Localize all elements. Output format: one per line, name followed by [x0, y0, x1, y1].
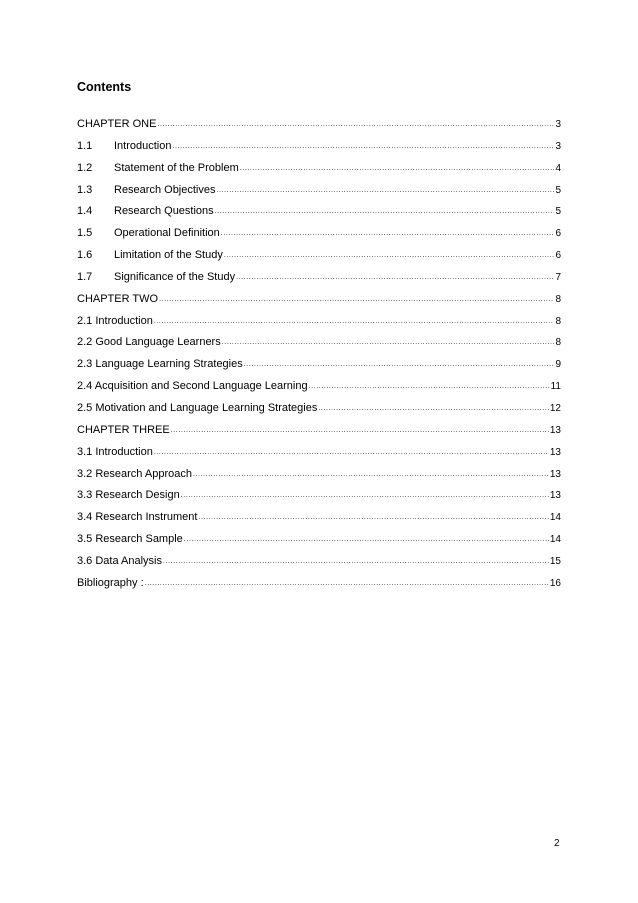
toc-entry-page: 4	[555, 162, 561, 174]
toc-entry-label: CHAPTER ONE	[77, 118, 157, 130]
toc-entry-label: 2.3 Language Learning Strategies	[77, 358, 243, 371]
toc-entry-label: Operational Definition	[114, 227, 220, 240]
toc-entry-label: 2.1 Introduction	[77, 314, 153, 327]
toc-entry-label: Bibliography :	[77, 576, 144, 589]
table-of-contents	[77, 116, 561, 597]
toc-entry-label: CHAPTER TWO	[77, 292, 159, 305]
toc-entry-page: 13	[549, 468, 561, 480]
toc-entry[interactable]	[77, 313, 561, 335]
toc-dot-leader	[157, 117, 554, 133]
toc-entry[interactable]	[77, 466, 561, 488]
toc-dot-leader	[244, 357, 555, 373]
toc-dot-leader	[163, 554, 549, 570]
toc-entry-page: 3	[555, 140, 561, 152]
toc-entry[interactable]	[77, 422, 561, 444]
toc-entry[interactable]	[77, 269, 561, 291]
toc-dot-leader	[154, 314, 555, 330]
toc-entry[interactable]	[77, 116, 561, 138]
toc-dot-leader	[184, 532, 549, 548]
toc-entry[interactable]	[77, 400, 561, 422]
toc-entry[interactable]	[77, 138, 561, 160]
toc-dot-leader	[215, 204, 555, 220]
toc-entry-page: 7	[555, 271, 561, 283]
toc-entry-number: 1.4	[77, 205, 93, 218]
toc-entry-number: 1.3	[77, 183, 93, 196]
toc-entry-page: 11	[550, 381, 561, 393]
toc-entry-page: 16	[549, 577, 561, 589]
toc-entry-label: 2.5 Motivation and Language Learning Strategies	[77, 401, 318, 414]
toc-entry-page: 14	[549, 512, 561, 524]
toc-entry-page: 8	[555, 337, 561, 349]
toc-entry-label: 3.6 Data Analysis	[77, 554, 162, 567]
toc-entry-page: 9	[555, 359, 561, 371]
toc-entry-number: 1.5	[77, 227, 93, 240]
toc-entry-number: 1.7	[77, 270, 93, 283]
toc-entry-page: 8	[555, 315, 561, 327]
toc-entry-page: 12	[549, 402, 561, 414]
toc-entry-page: 14	[549, 534, 561, 546]
toc-dot-leader	[224, 248, 555, 264]
toc-entry-page: 6	[555, 228, 561, 240]
toc-entry-page: 13	[549, 490, 561, 502]
toc-dot-leader	[217, 183, 555, 199]
toc-entry[interactable]	[77, 225, 561, 247]
toc-dot-leader	[172, 139, 554, 155]
toc-dot-leader	[159, 292, 554, 308]
toc-entry-label: Introduction	[114, 139, 172, 152]
toc-entry-label: 3.5 Research Sample	[77, 533, 183, 546]
toc-entry[interactable]	[77, 334, 561, 356]
toc-entry[interactable]	[77, 444, 561, 466]
toc-dot-leader	[145, 576, 549, 592]
toc-dot-leader	[171, 423, 549, 439]
toc-dot-leader	[240, 161, 555, 177]
toc-entry[interactable]	[77, 291, 561, 313]
toc-entry-number: 1.1	[77, 139, 93, 152]
toc-dot-leader	[318, 401, 549, 417]
toc-entry[interactable]	[77, 575, 561, 597]
toc-entry-label: CHAPTER THREE	[77, 423, 170, 436]
toc-dot-leader	[236, 270, 554, 286]
toc-dot-leader	[222, 335, 555, 351]
toc-entry-label: Statement of the Problem	[114, 161, 239, 174]
toc-dot-leader	[198, 510, 548, 526]
toc-entry-page: 13	[549, 424, 561, 436]
toc-entry[interactable]	[77, 203, 561, 225]
toc-dot-leader	[193, 467, 549, 483]
toc-entry-label: Significance of the Study	[114, 270, 236, 283]
toc-entry-label: Research Questions	[114, 205, 214, 218]
toc-entry[interactable]	[77, 356, 561, 378]
toc-entry[interactable]	[77, 247, 561, 269]
toc-entry-label: 2.4 Acquisition and Second Language Learning	[77, 380, 308, 393]
toc-entry-label: 2.2 Good Language Learners	[77, 336, 221, 349]
toc-entry-page: 6	[555, 250, 561, 262]
page-title: Contents	[77, 80, 132, 94]
toc-entry-label: Research Objectives	[114, 183, 216, 196]
toc-entry-page: 5	[555, 206, 561, 218]
toc-dot-leader	[309, 379, 550, 395]
toc-entry-label: 3.2 Research Approach	[77, 467, 192, 480]
toc-entry-label: 3.4 Research Instrument	[77, 511, 198, 524]
toc-entry-label: 3.3 Research Design	[77, 489, 180, 502]
toc-entry-label: 3.1 Introduction	[77, 445, 153, 458]
toc-entry-number: 1.6	[77, 249, 93, 262]
toc-entry-number: 1.2	[77, 161, 93, 174]
toc-entry[interactable]	[77, 553, 561, 575]
page-number: 2	[554, 838, 560, 849]
toc-entry-page: 13	[549, 446, 561, 458]
toc-entry-page: 15	[549, 555, 561, 567]
toc-entry-page: 3	[555, 119, 561, 130]
toc-entry[interactable]	[77, 182, 561, 204]
toc-entry[interactable]	[77, 531, 561, 553]
toc-dot-leader	[181, 488, 549, 504]
toc-dot-leader	[221, 226, 555, 242]
toc-entry[interactable]	[77, 160, 561, 182]
toc-entry[interactable]	[77, 378, 561, 400]
toc-entry-page: 5	[555, 184, 561, 196]
toc-entry[interactable]	[77, 487, 561, 509]
toc-entry-page: 8	[555, 293, 561, 305]
toc-dot-leader	[154, 445, 549, 461]
toc-entry-label: Limitation of the Study	[114, 249, 223, 262]
toc-entry[interactable]	[77, 509, 561, 531]
